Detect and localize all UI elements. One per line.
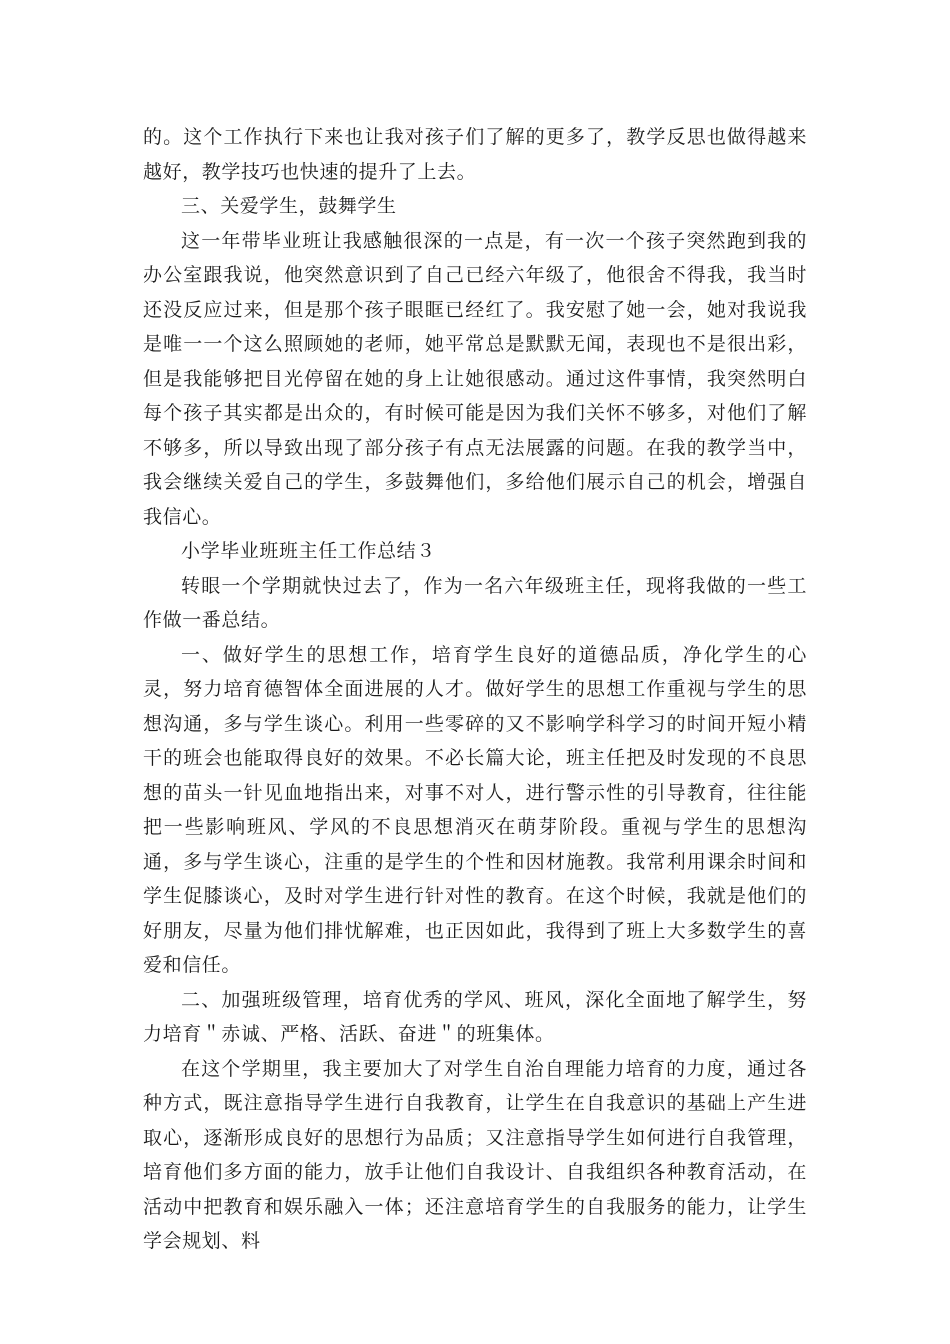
paragraph-continuation: 的。这个工作执行下来也让我对孩子们了解的更多了，教学反思也做得越来越好，教学技巧也快速的提升了上去。 — [143, 126, 807, 183]
paragraph-intro: 转眼一个学期就快过去了，作为一名六年级班主任，现将我做的一些工作做一番总结。 — [143, 574, 807, 631]
paragraph-self-management: 在这个学期里，我主要加大了对学生自治自理能力培育的力度，通过各种方式，既注意指导学生进行自我教育，让学生在自我意识的基础上产生进取心，逐渐形成良好的思想行为品质；又注意指导学生如何进行自我管理，培育他们多方面的能力，放手让他们自我设计、自我组织各种教育活动，在活动中把教育和娱乐融入一体；还注意培育学生的自我服务的能力，让学生学会规划、料 — [143, 1057, 807, 1252]
paragraph-section-two: 二、加强班级管理，培育优秀的学风、班风，深化全面地了解学生，努力培育＂赤诚、严格、活跃、奋进＂的班集体。 — [143, 988, 807, 1045]
article-title-summary-3: 小学毕业班班主任工作总结３ — [181, 540, 436, 562]
paragraph-care-story: 这一年带毕业班让我感触很深的一点是，有一次一个孩子突然跑到我的办公室跟我说，他突然意识到了自己已经六年级了，他很舍不得我，我当时还没反应过来，但是那个孩子眼眶已经红了。我安慰了她一会，她对我说我是唯一一个这么照顾她的老师，她平常总是默默无闻，表现也不是很出彩，但是我能够把目光停留在她的身上让她很感动。通过这件事情，我突然明白每个孩子其实都是出众的，有时候可能是因为我们关怀不够多，对他们了解不够多，所以导致出现了部分孩子有点无法展露的问题。在我的教学当中，我会继续关爱自己的学生，多鼓舞他们，多给他们展示自己的机会，增强自我信心。 — [143, 229, 807, 528]
document-body — [143, 120, 807, 1259]
section-heading-care-students: 三、关爱学生，鼓舞学生 — [181, 195, 397, 217]
paragraph-section-one: 一、做好学生的思想工作，培育学生良好的道德品质，净化学生的心灵，努力培育德智体全面进展的人才。做好学生的思想工作重视与学生的思想沟通，多与学生谈心。利用一些零碎的又不影响学科学习的时间开短小精干的班会也能取得良好的效果。不必长篇大论，班主任把及时发现的不良思想的苗头一针见血地指出来，对事不对人，进行警示性的引导教育，往往能把一些影响班风、学风的不良思想消灭在萌芽阶段。重视与学生的思想沟通，多与学生谈心，注重的是学生的个性和因材施教。我常利用课余时间和学生促膝谈心，及时对学生进行针对性的教育。在这个时候，我就是他们的好朋友，尽量为他们排忧解难，也正因如此，我得到了班上大多数学生的喜爱和信任。 — [143, 643, 807, 976]
